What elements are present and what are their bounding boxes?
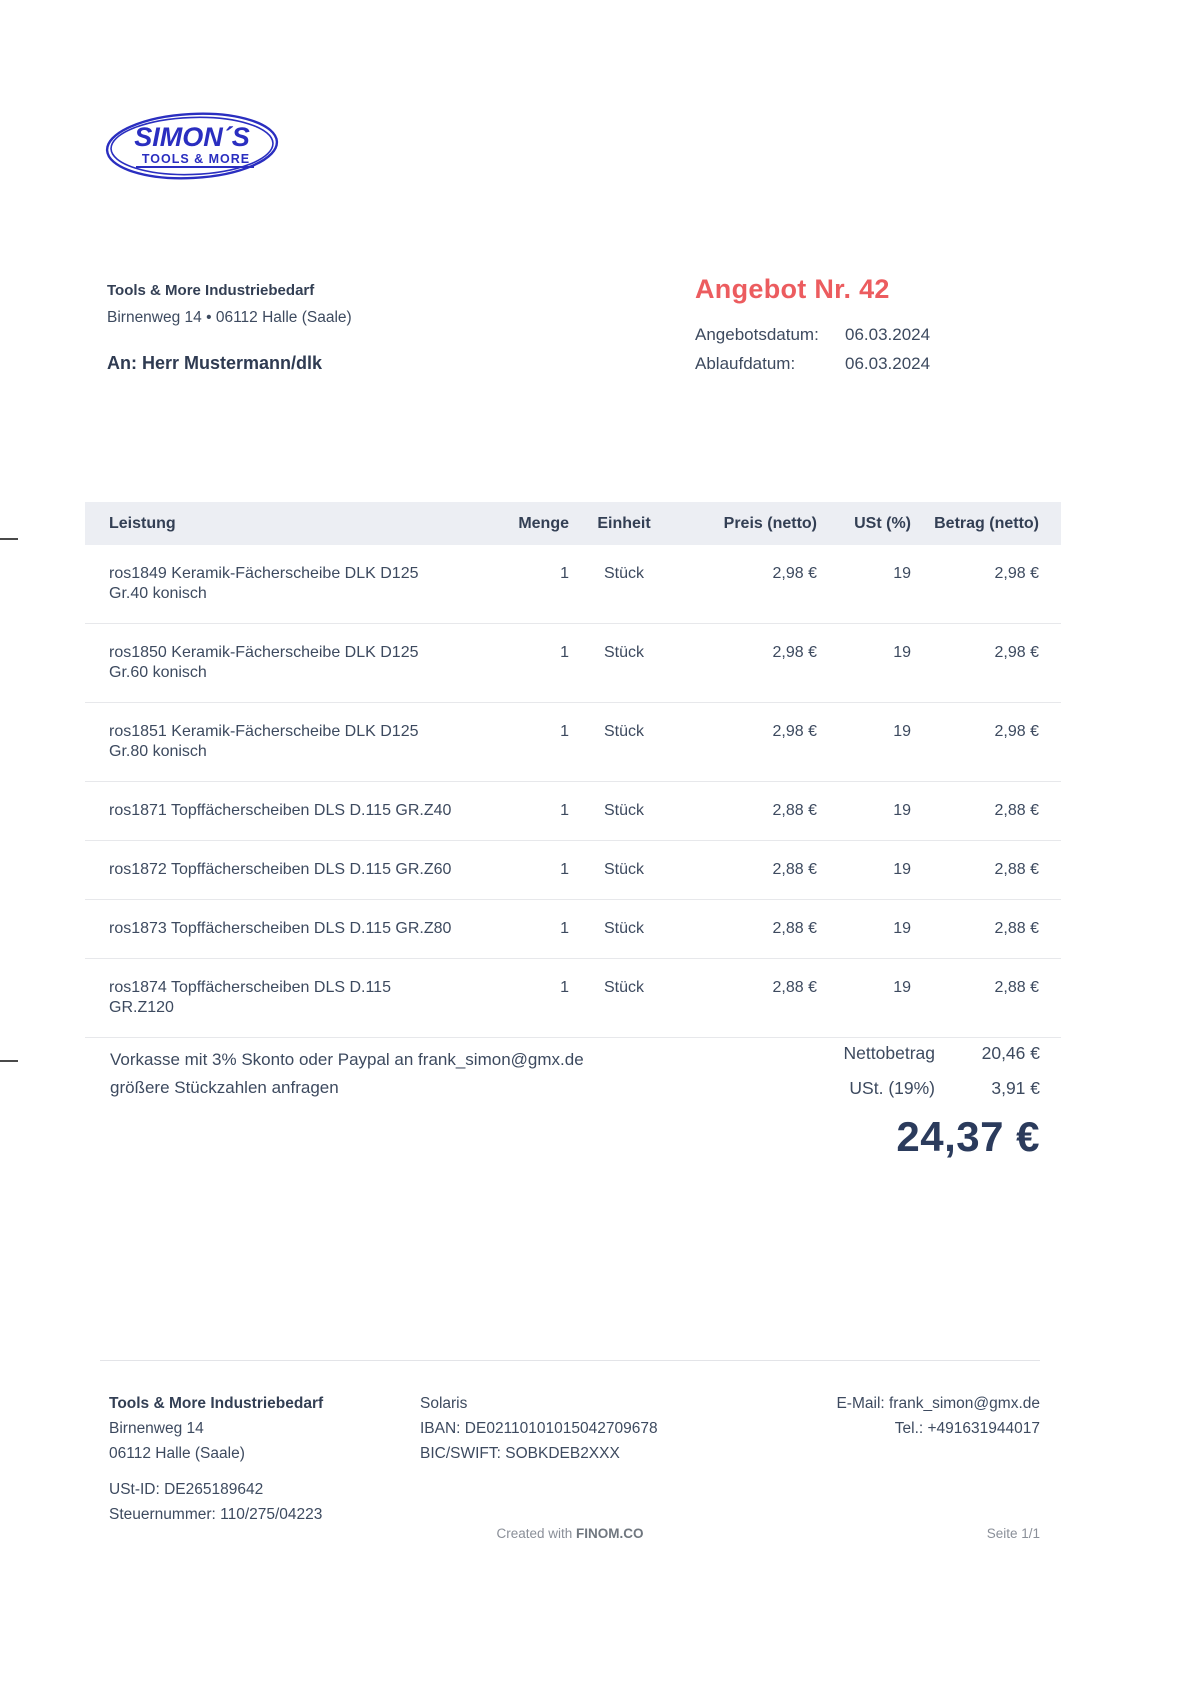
item-unit: Stück bbox=[569, 703, 679, 782]
item-unit: Stück bbox=[569, 959, 679, 1038]
item-vat: 19 bbox=[817, 841, 911, 900]
offer-date-value: 06.03.2024 bbox=[845, 325, 931, 344]
item-vat: 19 bbox=[817, 545, 911, 624]
item-description: ros1871 Topffächerscheiben DLS D.115 GR.Z40 bbox=[85, 782, 485, 841]
item-amount: 2,88 € bbox=[911, 959, 1061, 1038]
item-vat: 19 bbox=[817, 959, 911, 1038]
col-header-leistung: Leistung bbox=[85, 502, 485, 545]
footer-email: E-Mail: frank_simon@gmx.de bbox=[836, 1395, 1040, 1412]
footer-company-column bbox=[100, 1391, 420, 1528]
footer-contact-column bbox=[750, 1391, 1040, 1528]
payment-note-line1: Vorkasse mit 3% Skonto oder Paypal an frank_simon@gmx.de bbox=[110, 1050, 584, 1069]
footer-company-city: 06112 Halle (Saale) bbox=[109, 1445, 245, 1463]
item-unit: Stück bbox=[569, 900, 679, 959]
item-amount: 2,98 € bbox=[911, 624, 1061, 703]
footer-bic: BIC/SWIFT: SOBKDEB2XXX bbox=[420, 1445, 620, 1463]
item-unit: Stück bbox=[569, 545, 679, 624]
item-price: 2,98 € bbox=[679, 545, 817, 624]
item-description: ros1851 Keramik-Fächerscheibe DLK D125 Gr.80 konisch bbox=[85, 703, 485, 782]
sender-address: Birnenweg 14 • 06112 Halle (Saale) bbox=[107, 309, 352, 326]
item-amount: 2,98 € bbox=[911, 703, 1061, 782]
item-unit: Stück bbox=[569, 624, 679, 703]
footer-tax-number: Steuernummer: 110/275/04223 bbox=[109, 1506, 323, 1524]
item-amount: 2,98 € bbox=[911, 545, 1061, 624]
footer-phone: Tel.: +491631944017 bbox=[894, 1420, 1040, 1438]
item-amount: 2,88 € bbox=[911, 782, 1061, 841]
sender-company: Tools & More Industriebedarf bbox=[107, 282, 315, 299]
page-footer bbox=[100, 1360, 1040, 1528]
logo-graphic bbox=[104, 110, 280, 184]
col-header-ust: USt (%) bbox=[817, 502, 911, 545]
footer-company-name: Tools & More Industriebedarf bbox=[109, 1395, 324, 1412]
created-with-note bbox=[100, 1526, 1040, 1541]
table-row bbox=[85, 703, 1061, 782]
item-description: ros1874 Topffächerscheiben DLS D.115 GR.Z120 bbox=[85, 959, 485, 1038]
item-quantity: 1 bbox=[485, 841, 569, 900]
col-header-betrag: Betrag (netto) bbox=[911, 502, 1061, 545]
payment-note-line2: größere Stückzahlen anfragen bbox=[110, 1078, 339, 1098]
item-vat: 19 bbox=[817, 782, 911, 841]
item-quantity: 1 bbox=[485, 900, 569, 959]
footer-vat-id: USt-ID: DE265189642 bbox=[109, 1481, 264, 1499]
offer-title: Angebot Nr. 42 bbox=[695, 274, 890, 304]
item-quantity: 1 bbox=[485, 782, 569, 841]
col-header-menge: Menge bbox=[485, 502, 569, 545]
table-row bbox=[85, 545, 1061, 624]
footer-company-street: Birnenweg 14 bbox=[109, 1420, 204, 1438]
expiry-date-value: 06.03.2024 bbox=[845, 354, 931, 373]
company-logo bbox=[104, 110, 280, 189]
item-quantity: 1 bbox=[485, 545, 569, 624]
table-row bbox=[85, 959, 1061, 1038]
logo-text-sub: TOOLS & MORE bbox=[141, 152, 251, 166]
table-row bbox=[85, 782, 1061, 841]
table-row bbox=[85, 841, 1061, 900]
offer-date-label: Angebotsdatum: bbox=[695, 325, 819, 344]
vat-total-row bbox=[844, 1078, 1040, 1099]
item-quantity: 1 bbox=[485, 624, 569, 703]
footer-bank-name: Solaris bbox=[420, 1395, 468, 1412]
item-description: ros1850 Keramik-Fächerscheibe DLK D125 Gr.60 konisch bbox=[85, 624, 485, 703]
vat-total-value: 3,91 € bbox=[991, 1078, 1040, 1098]
grand-total: 24,37 € bbox=[896, 1113, 1040, 1160]
item-vat: 19 bbox=[817, 900, 911, 959]
item-price: 2,98 € bbox=[679, 703, 817, 782]
page-number: Seite 1/1 bbox=[986, 1526, 1040, 1541]
logo-text-main: SIMON´S bbox=[134, 122, 250, 152]
expiry-date-label: Ablaufdatum: bbox=[695, 354, 796, 373]
created-with-brand: FINOM.CO bbox=[576, 1526, 644, 1541]
item-quantity: 1 bbox=[485, 959, 569, 1038]
table-row bbox=[85, 624, 1061, 703]
table-row bbox=[85, 900, 1061, 959]
totals-block bbox=[844, 1043, 1040, 1161]
item-description: ros1849 Keramik-Fächerscheibe DLK D125 Gr.40 konisch bbox=[85, 545, 485, 624]
footer-iban: IBAN: DE02110101015042709678 bbox=[420, 1420, 658, 1438]
created-with-prefix: Created with bbox=[496, 1526, 577, 1541]
expiry-date-row bbox=[695, 354, 1055, 374]
recipient: An: Herr Mustermann/dlk bbox=[107, 353, 323, 373]
item-price: 2,88 € bbox=[679, 959, 817, 1038]
item-description: ros1873 Topffächerscheiben DLS D.115 GR.Z80 bbox=[85, 900, 485, 959]
col-header-preis: Preis (netto) bbox=[679, 502, 817, 545]
payment-notes bbox=[110, 1046, 690, 1102]
item-quantity: 1 bbox=[485, 703, 569, 782]
items-table bbox=[85, 502, 1061, 1038]
item-amount: 2,88 € bbox=[911, 841, 1061, 900]
fold-mark-top bbox=[0, 538, 18, 540]
item-unit: Stück bbox=[569, 782, 679, 841]
net-total-value: 20,46 € bbox=[981, 1043, 1040, 1063]
items-table-header bbox=[85, 502, 1061, 545]
net-total-row bbox=[844, 1043, 1040, 1064]
fold-mark-bottom bbox=[0, 1060, 18, 1062]
item-price: 2,88 € bbox=[679, 782, 817, 841]
net-total-label: Nettobetrag bbox=[843, 1043, 935, 1063]
item-vat: 19 bbox=[817, 703, 911, 782]
item-price: 2,98 € bbox=[679, 624, 817, 703]
sender-block bbox=[107, 282, 352, 374]
item-amount: 2,88 € bbox=[911, 900, 1061, 959]
col-header-einheit: Einheit bbox=[569, 502, 679, 545]
footer-bank-column bbox=[420, 1391, 750, 1528]
item-unit: Stück bbox=[569, 841, 679, 900]
offer-dates bbox=[695, 325, 1055, 374]
item-vat: 19 bbox=[817, 624, 911, 703]
vat-total-label: USt. (19%) bbox=[849, 1078, 935, 1098]
offer-date-row bbox=[695, 325, 1055, 345]
item-price: 2,88 € bbox=[679, 841, 817, 900]
item-description: ros1872 Topffächerscheiben DLS D.115 GR.Z60 bbox=[85, 841, 485, 900]
item-price: 2,88 € bbox=[679, 900, 817, 959]
items-table-container bbox=[85, 502, 1061, 1038]
offer-header bbox=[695, 274, 1055, 383]
